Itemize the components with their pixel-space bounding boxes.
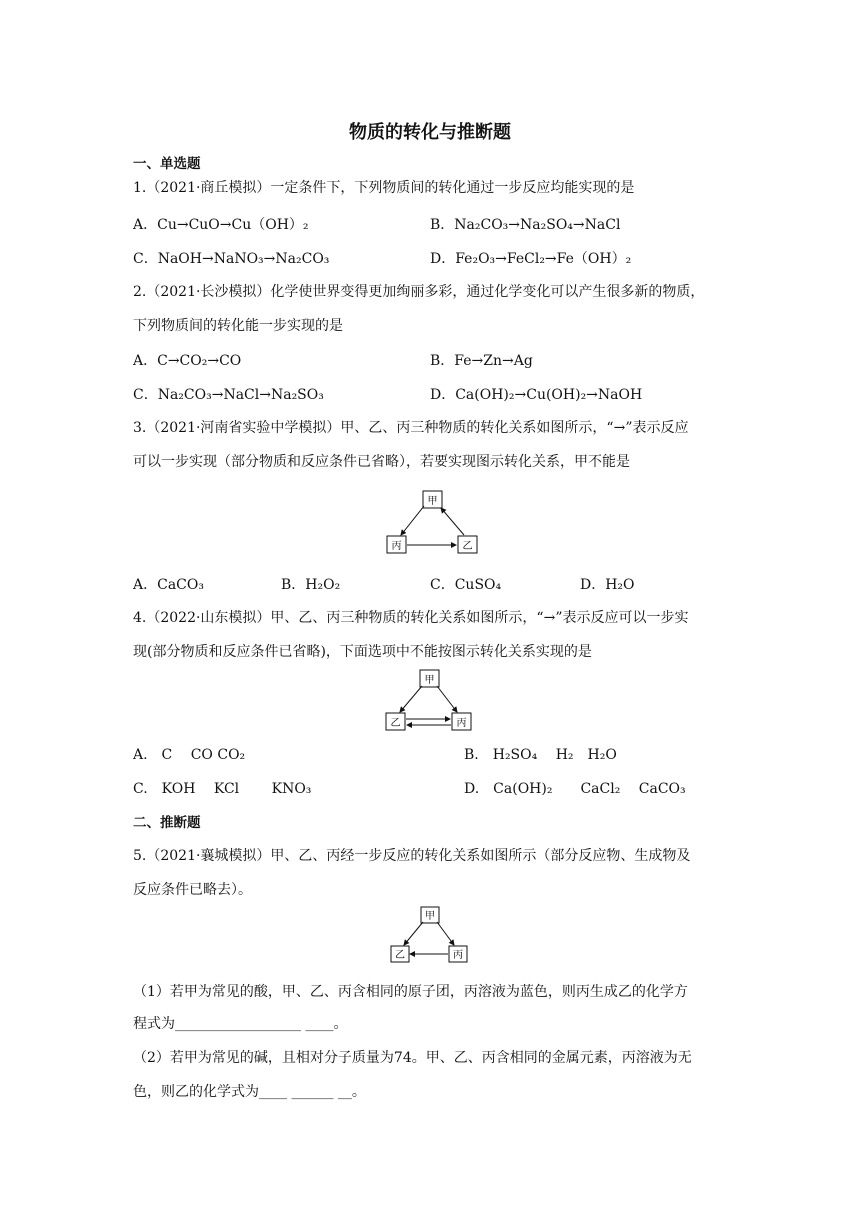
q5-part2-line2: 色，则乙的化学式为____ ______ __。	[133, 1084, 366, 1100]
page-title: 物质的转化与推断题	[349, 122, 511, 143]
q2-option-d: D．Ca(OH)₂→Cu(OH)₂→NaOH	[430, 387, 643, 403]
arrow-top-to-left	[400, 686, 422, 712]
q2-option-a: A．C→CO₂→CO	[133, 353, 242, 369]
question-1-stem: 1.（2021·商丘模拟）一定条件下，下列物质间的转化通过一步反应均能实现的是	[133, 180, 635, 196]
q5-part1-line1: （1）若甲为常见的酸，甲、乙、丙含相同的原子团，丙溶液为蓝色，则丙生成乙的化学方	[133, 984, 688, 1000]
q4-option-b: B. H₂SO₄ H₂ H₂O	[464, 747, 617, 763]
q5-transformation-diagram	[388, 904, 472, 968]
arrow-top-to-left	[401, 506, 424, 535]
diagram-label-left: 乙	[395, 950, 405, 961]
question-5-stem-line2: 反应条件已略去）。	[133, 882, 252, 898]
q3-option-c: C．CuSO₄	[430, 577, 502, 593]
section-heading: 一、单选题	[133, 156, 201, 172]
question-3-stem-line2: 可以一步实现（部分物质和反应条件已省略），若要实现图示转化关系，甲不能是	[133, 454, 630, 470]
diagram-label-right: 丙	[453, 950, 463, 961]
q3-option-b: B．H₂O₂	[281, 577, 341, 593]
q1-option-d: D．Fe₂O₃→FeCl₂→Fe（OH）₂	[430, 251, 632, 267]
diagram-label-top: 甲	[424, 675, 435, 686]
q4-option-d: D. Ca(OH)₂ CaCl₂ CaCO₃	[464, 781, 686, 797]
q5-part2-line1: （2）若甲为常见的碱，且相对分子质量为74。甲、乙、丙含相同的金属元素，丙溶液为无	[133, 1050, 692, 1066]
q2-option-b: B．Fe→Zn→Ag	[430, 353, 533, 369]
arrow-top-to-left	[404, 922, 423, 945]
q4-option-a: A. C CO CO₂	[133, 747, 246, 763]
q3-option-d: D．H₂O	[580, 577, 635, 593]
question-4-stem-line1: 4.（2022·山东模拟）甲、乙、丙三种物质的转化关系如图所示，“→”表示反应可以一步实	[133, 610, 689, 626]
arrow-right-to-top	[441, 508, 464, 535]
q1-option-b: B．Na₂CO₃→Na₂SO₄→NaCl	[430, 217, 621, 233]
diagram-label-top: 甲	[427, 496, 438, 507]
q4-option-c: C. KOH KCl KNO₃	[133, 781, 312, 797]
q2-option-c: C．Na₂CO₃→NaCl→Na₂SO₃	[133, 387, 324, 403]
question-2-stem-line2: 下列物质间的转化能一步实现的是	[133, 318, 343, 334]
q1-option-c: C．NaOH→NaNO₃→Na₂CO₃	[133, 251, 330, 267]
diagram-label-left: 乙	[390, 718, 401, 729]
q3-transformation-diagram	[384, 488, 484, 558]
q1-option-a: A．Cu→CuO→Cu（OH）₂	[133, 217, 309, 233]
question-4-stem-line2: 现(部分物质和反应条件已省略)，下面选项中不能按图示转化关系实现的是	[133, 644, 592, 660]
question-5-stem-line1: 5.（2021·襄城模拟）甲、乙、丙经一步反应的转化关系如图所示（部分反应物、生成物及	[133, 848, 691, 864]
diagram-label-top: 甲	[425, 911, 435, 922]
q5-part1-line2: 程式为__________________ ____。	[133, 1016, 348, 1032]
arrow-top-to-right	[437, 686, 457, 712]
q3-option-a: A．CaCO₃	[133, 577, 204, 593]
diagram-label-left: 丙	[391, 541, 402, 552]
q4-transformation-diagram	[384, 667, 476, 737]
section-heading: 二、推断题	[133, 815, 201, 831]
question-3-stem-line1: 3.（2021·河南省实验中学模拟）甲、乙、丙三种物质的转化关系如图所示，“→”表示反应	[133, 420, 689, 436]
question-2-stem-line1: 2.（2021·长沙模拟）化学使世界变得更加绚丽多彩，通过化学变化可以产生很多新的物质，	[133, 284, 705, 300]
diagram-label-right: 丙	[456, 718, 467, 729]
diagram-label-right: 乙	[462, 541, 473, 552]
arrow-top-to-right	[437, 922, 454, 945]
